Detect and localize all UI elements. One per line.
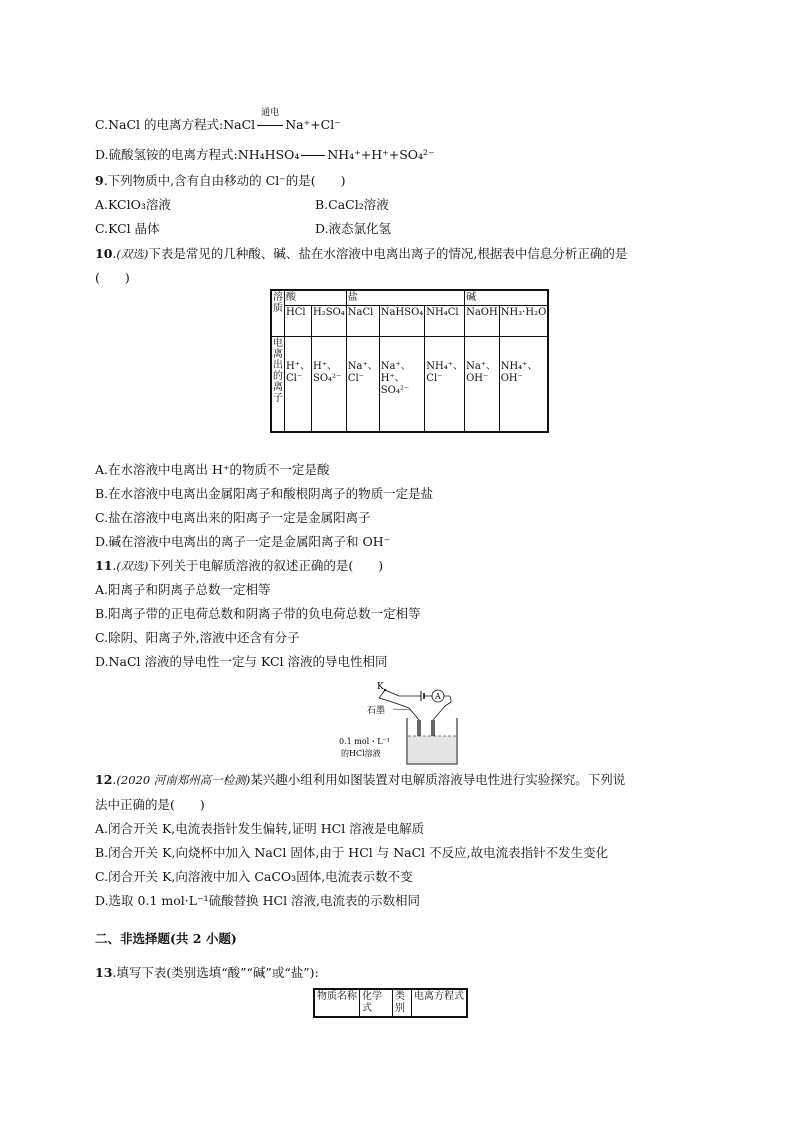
q8-option-c-suffix: Na⁺+Cl⁻ bbox=[285, 117, 341, 132]
switch-blade bbox=[385, 690, 399, 696]
q11-option-c: C.除阴、阳离子外,溶液中还含有分子 bbox=[95, 630, 300, 645]
q11-number: 11 bbox=[95, 558, 113, 573]
q10-table-ions: Na⁺、OH⁻ bbox=[465, 337, 500, 433]
solution-label: 的HCl溶液 bbox=[341, 749, 381, 758]
section-2-heading: 二、非选择题(共 2 小题) bbox=[95, 931, 237, 946]
q8-condition-arrow bbox=[255, 108, 285, 133]
q12-option-a: A.闭合开关 K,电流表指针发生偏转,证明 HCl 溶液是电解质 bbox=[95, 821, 425, 836]
q8-option-c bbox=[95, 108, 341, 133]
q10-table-ions: NH₄⁺、OH⁻ bbox=[499, 337, 548, 433]
q10-table-solute-row bbox=[271, 306, 548, 337]
q13-header-cell: 类别 bbox=[393, 989, 412, 1017]
graphite-label: 石墨 bbox=[367, 706, 386, 716]
q10-table-solute: NH₃·H₂O bbox=[499, 306, 548, 337]
q8-option-c-prefix: C.NaCl 的电离方程式:NaCl bbox=[95, 117, 256, 132]
q9-option-d: D.液态氯化氢 bbox=[315, 221, 392, 236]
q10-option-d: D.碱在溶液中电离出的离子一定是金属阳离子和 OH⁻ bbox=[95, 534, 391, 549]
q10-table-solute: HCl bbox=[285, 306, 312, 337]
q11-tag: (双选) bbox=[116, 559, 149, 573]
q11-stem-text: 下列关于电解质溶液的叙述正确的是( ) bbox=[148, 558, 384, 573]
q12-stem-text: 某兴趣小组利用如图装置对电解质溶液导电性进行实验探究。下列说 bbox=[250, 772, 626, 787]
q12-option-d: D.选取 0.1 mol·L⁻¹硫酸替换 HCl 溶液,电流表的示数相同 bbox=[95, 893, 421, 908]
q10-option-b: B.在水溶液中电离出金属阳离子和酸根阴离子的物质一定是盐 bbox=[95, 486, 434, 501]
q12-number: 12 bbox=[95, 772, 113, 787]
q8-equals-bar bbox=[301, 155, 325, 156]
q11-option-a: A.阳离子和阴离子总数一定相等 bbox=[95, 582, 271, 597]
q10-table-ions: Na⁺、H⁺、SO₄²⁻ bbox=[379, 337, 425, 433]
q11-option-b: B.阳离子带的正电荷总数和阴离子带的负电荷总数一定相等 bbox=[95, 606, 421, 621]
solution-fill bbox=[408, 736, 456, 763]
q13-number: 13 bbox=[95, 965, 113, 980]
q12-source: (2020 河南郑州高一检测) bbox=[116, 773, 251, 787]
concentration-label: 0.1 mol・L⁻¹ bbox=[339, 737, 390, 746]
q11-stem: 11.(双选)下列关于电解质溶液的叙述正确的是( ) bbox=[95, 558, 384, 573]
q9-option-a: A.KClO₃溶液 bbox=[95, 197, 171, 212]
q8-condition-label: 通电 bbox=[261, 108, 280, 118]
ammeter-label: A bbox=[435, 692, 441, 701]
q13-header-cell: 物质名称 bbox=[314, 989, 360, 1017]
q10-table-group-row bbox=[271, 290, 548, 306]
q9-stem bbox=[95, 172, 346, 189]
q10-stem: 10.(双选)下表是常见的几种酸、碱、盐在水溶液中电离出离子的情况,根据表中信息分析正确的是 bbox=[95, 246, 628, 261]
q8-option-d-suffix: NH₄⁺+H⁺+SO₄²⁻ bbox=[327, 147, 435, 162]
q10-table-solute: H₂SO₄ bbox=[312, 306, 347, 337]
q10-stem-text: 下表是常见的几种酸、碱、盐在水溶液中电离出离子的情况,根据表中信息分析正确的是 bbox=[148, 246, 628, 261]
q10-table-group-acid: 酸 bbox=[285, 290, 347, 306]
q12-option-b: B.闭合开关 K,向烧杯中加入 NaCl 固体,由于 HCl 与 NaCl 不反应,故电流表指针不发生变化 bbox=[95, 845, 609, 860]
q10-table-ion-row bbox=[271, 337, 548, 433]
q13-stem bbox=[95, 964, 319, 981]
q9-stem-text: .下列物质中,含有自由移动的 Cl⁻的是( ) bbox=[103, 173, 346, 188]
q13-table-header-row bbox=[314, 989, 467, 1017]
q10-table-ions: NH₄⁺、Cl⁻ bbox=[425, 337, 465, 433]
q10-paren: ( ) bbox=[95, 270, 130, 285]
q10-number: 10 bbox=[95, 246, 113, 261]
q10-table-solute: NaOH bbox=[465, 306, 500, 337]
q10-table-group-base: 碱 bbox=[465, 290, 549, 306]
q10-table-group-salt: 盐 bbox=[346, 290, 464, 306]
q13-stem-text: .填写下表(类别选填“酸”“碱”或“盐”): bbox=[112, 965, 319, 980]
q10-option-c: C.盐在溶液中电离出来的阳离子一定是金属阳离子 bbox=[95, 510, 371, 525]
q9-options-row2 bbox=[95, 220, 392, 237]
q10-option-a: A.在水溶液中电离出 H⁺的物质不一定是酸 bbox=[95, 462, 330, 477]
q12-option-c: C.闭合开关 K,向溶液中加入 CaCO₃固体,电流表示数不变 bbox=[95, 869, 413, 884]
q10-table-solute: NH₄Cl bbox=[425, 306, 465, 337]
conductivity-apparatus-figure bbox=[335, 680, 465, 765]
q12-stem: 12.(2020 河南郑州高一检测)某兴趣小组利用如图装置对电解质溶液导电性进行实验探究。下列说 bbox=[95, 772, 626, 787]
q9-option-b: B.CaCl₂溶液 bbox=[315, 197, 389, 212]
q13-fill-table bbox=[313, 988, 468, 1018]
q8-option-d bbox=[95, 146, 435, 163]
q10-table-ions: H⁺、SO₄²⁻ bbox=[312, 337, 347, 433]
q10-ion-table bbox=[270, 289, 549, 433]
q8-option-d-prefix: D.硫酸氢铵的电离方程式:NH₄HSO₄ bbox=[95, 147, 300, 162]
q10-table-ions: H⁺、Cl⁻ bbox=[285, 337, 312, 433]
q9-options-row1 bbox=[95, 196, 389, 213]
q13-header-cell: 电离方程式 bbox=[412, 989, 468, 1017]
q12-stem-continued: 法中正确的是( ) bbox=[95, 797, 205, 812]
switch-k-label: K bbox=[377, 682, 384, 692]
q10-table-row-label: 电离出的离子 bbox=[271, 337, 285, 433]
q10-table-solute: NaCl bbox=[346, 306, 379, 337]
q10-table-solute: NaHSO₄ bbox=[379, 306, 425, 337]
q10-table-corner: 溶质 bbox=[271, 290, 285, 337]
graphite-pointer bbox=[393, 709, 411, 710]
q9-option-c: C.KCl 晶体 bbox=[95, 221, 160, 236]
q11-option-d: D.NaCl 溶液的导电性一定与 KCl 溶液的导电性相同 bbox=[95, 654, 388, 669]
q10-tag: (双选) bbox=[116, 247, 149, 261]
q10-table-ions: Na⁺、Cl⁻ bbox=[346, 337, 379, 433]
q9-number: 9 bbox=[95, 173, 104, 188]
q13-header-cell: 化学式 bbox=[360, 989, 393, 1017]
